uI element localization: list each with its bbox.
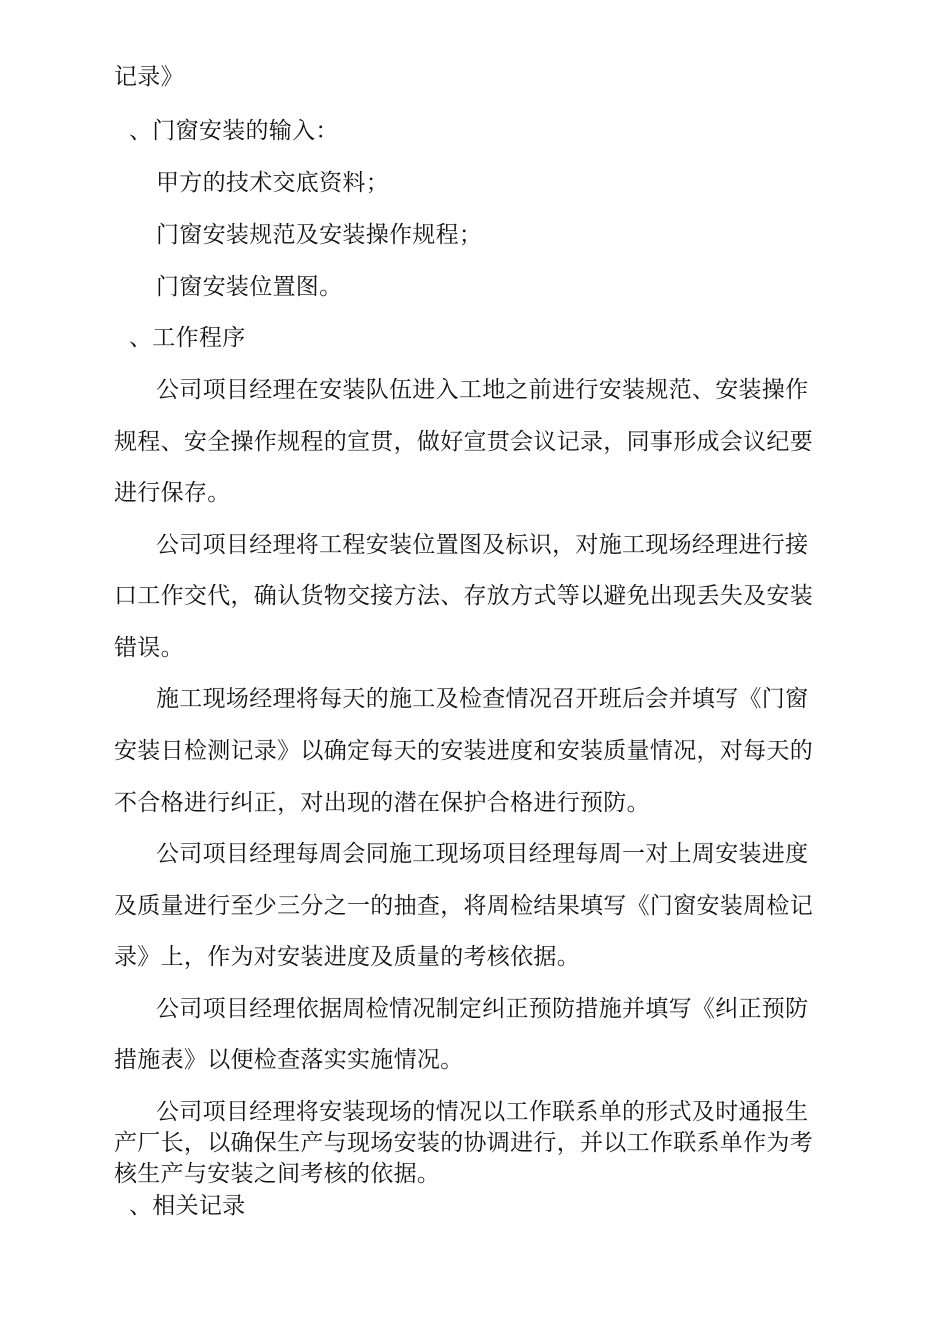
paragraph-line: 录》上，作为对安装进度及质量的考核依据。 [114, 944, 580, 970]
list-item: 甲方的技术交底资料； [156, 170, 389, 196]
paragraph-line: 口工作交代，确认货物交接方法、存放方式等以避免出现丢失及安装 [114, 583, 813, 609]
paragraph-line: 公司项目经理每周会同施工现场项目经理每周一对上周安装进度 [156, 841, 809, 867]
paragraph-line: 公司项目经理将工程安装位置图及标识，对施工现场经理进行接 [156, 532, 809, 558]
paragraph-line: 规程、安全操作规程的宣贯，做好宣贯会议记录，同事形成会议纪要 [114, 429, 813, 455]
paragraph-line: 不合格进行纠正，对出现的潜在保护合格进行预防。 [114, 790, 650, 816]
text-line: 记录》 [114, 64, 184, 90]
paragraph-line: 核生产与安装之间考核的依据。 [114, 1161, 441, 1187]
paragraph-line: 错误。 [114, 635, 184, 661]
paragraph-line: 措施表》以便检查落实实施情况。 [114, 1047, 464, 1073]
paragraph-line: 进行保存。 [114, 480, 231, 506]
paragraph-line: 产厂长，以确保生产与现场安装的协调进行，并以工作联系单作为考 [114, 1130, 813, 1156]
paragraph-line: 公司项目经理将安装现场的情况以工作联系单的形式及时通报生 [156, 1099, 809, 1125]
section-heading: 、工作程序 [129, 325, 246, 351]
paragraph-line: 公司项目经理依据周检情况制定纠正预防措施并填写《纠正预防 [156, 996, 809, 1022]
paragraph-line: 及质量进行至少三分之一的抽查，将周检结果填写《门窗安装周检记 [114, 893, 813, 919]
section-heading: 、门窗安装的输入： [129, 118, 339, 144]
paragraph-line: 安装日检测记录》以确定每天的安装进度和安装质量情况，对每天的 [114, 738, 813, 764]
section-heading: 、相关记录 [129, 1193, 246, 1219]
list-item: 门窗安装位置图。 [156, 274, 343, 300]
paragraph-line: 施工现场经理将每天的施工及检查情况召开班后会并填写《门窗 [156, 686, 809, 712]
list-item: 门窗安装规范及安装操作规程； [156, 222, 483, 248]
paragraph-line: 公司项目经理在安装队伍进入工地之前进行安装规范、安装操作 [156, 377, 809, 403]
